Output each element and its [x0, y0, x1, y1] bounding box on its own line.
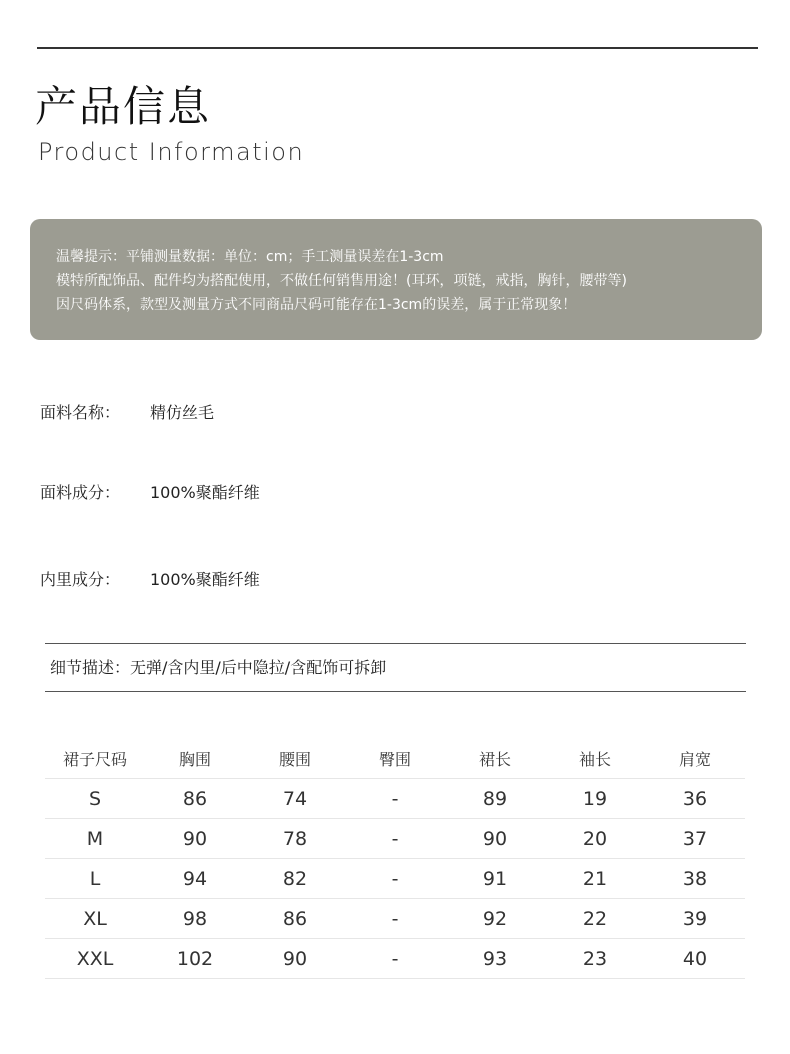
- info-lining-composition: [40, 567, 260, 590]
- size-table-header: [45, 738, 745, 779]
- table-cell: 82: [245, 859, 345, 899]
- header-cell: 腰围: [245, 738, 345, 779]
- table-cell: 86: [245, 899, 345, 939]
- table-cell: 90: [445, 819, 545, 859]
- size-table: [45, 738, 745, 979]
- table-cell: 93: [445, 939, 545, 979]
- table-cell: -: [345, 939, 445, 979]
- table-cell: 37: [645, 819, 745, 859]
- table-cell: 86: [145, 779, 245, 819]
- table-row: [45, 899, 745, 939]
- table-cell: 74: [245, 779, 345, 819]
- table-cell: 36: [645, 779, 745, 819]
- detail-value: 无弹/含内里/后中隐拉/含配饰可拆卸: [130, 658, 387, 677]
- info-fabric-composition: [40, 480, 260, 503]
- table-cell: 102: [145, 939, 245, 979]
- table-cell: 39: [645, 899, 745, 939]
- detail-top-divider: [45, 643, 746, 644]
- table-cell: -: [345, 819, 445, 859]
- table-row: [45, 859, 745, 899]
- table-cell: 78: [245, 819, 345, 859]
- table-cell: 90: [145, 819, 245, 859]
- info-fabric-name: [40, 400, 214, 423]
- table-cell: 22: [545, 899, 645, 939]
- table-cell: 38: [645, 859, 745, 899]
- header-cell: 裙子尺码: [45, 738, 145, 779]
- page-subtitle: Product Information: [38, 138, 305, 166]
- table-cell: 20: [545, 819, 645, 859]
- header-cell: 臀围: [345, 738, 445, 779]
- detail-bottom-divider: [45, 691, 746, 692]
- table-row: [45, 819, 745, 859]
- table-cell: 23: [545, 939, 645, 979]
- info-value: 精仿丝毛: [150, 403, 215, 422]
- table-cell: -: [345, 859, 445, 899]
- table-cell: 90: [245, 939, 345, 979]
- page-title: 产品信息: [35, 82, 212, 131]
- notice-box: [30, 219, 762, 340]
- table-cell: 89: [445, 779, 545, 819]
- table-cell: S: [45, 779, 145, 819]
- table-cell: 40: [645, 939, 745, 979]
- top-divider: [37, 47, 758, 49]
- header-cell: 肩宽: [645, 738, 745, 779]
- info-label: 面料成分：: [40, 483, 121, 502]
- info-value: 100%聚酯纤维: [150, 483, 260, 502]
- table-row: [45, 939, 745, 979]
- table-cell: 94: [145, 859, 245, 899]
- table-cell: XL: [45, 899, 145, 939]
- info-label: 面料名称：: [40, 403, 121, 422]
- header-cell: 胸围: [145, 738, 245, 779]
- table-cell: 19: [545, 779, 645, 819]
- detail-description: [50, 655, 386, 678]
- table-cell: 92: [445, 899, 545, 939]
- table-cell: L: [45, 859, 145, 899]
- table-row: [45, 779, 745, 819]
- table-cell: M: [45, 819, 145, 859]
- table-cell: 21: [545, 859, 645, 899]
- info-value: 100%聚酯纤维: [150, 570, 260, 589]
- notice-line: 因尺码体系，款型及测量方式不同商品尺码可能存在1-3cm的误差，属于正常现象！: [56, 297, 577, 313]
- table-cell: -: [345, 779, 445, 819]
- notice-line: 温馨提示：平铺测量数据：单位：cm；手工测量误差在1-3cm: [56, 249, 444, 265]
- notice-line: 模特所配饰品、配件均为搭配使用，不做任何销售用途！(耳环，项链，戒指，胸针，腰带等): [56, 273, 627, 289]
- table-cell: 91: [445, 859, 545, 899]
- detail-label: 细节描述：: [50, 658, 131, 677]
- info-label: 内里成分：: [40, 570, 121, 589]
- header-cell: 裙长: [445, 738, 545, 779]
- table-cell: XXL: [45, 939, 145, 979]
- table-cell: 98: [145, 899, 245, 939]
- header-cell: 袖长: [545, 738, 645, 779]
- table-cell: -: [345, 899, 445, 939]
